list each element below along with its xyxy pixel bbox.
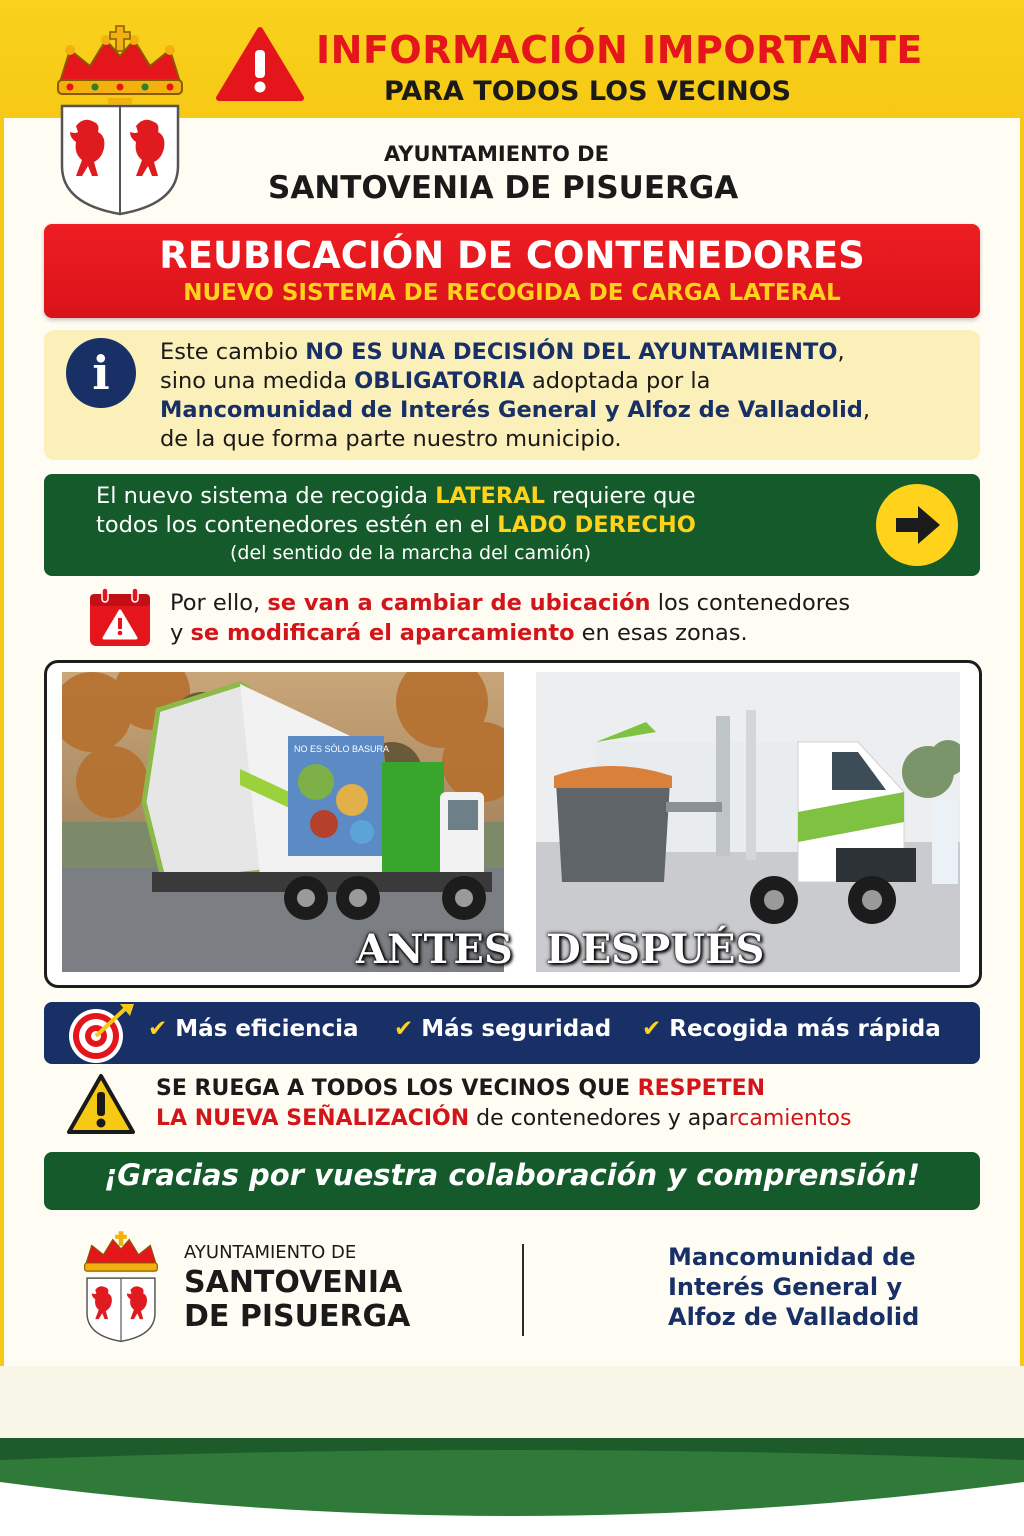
target-icon <box>64 1002 136 1064</box>
info-text-part: sino una medida <box>160 368 355 394</box>
respect-text-part: SE RUEGA A TODOS LOS VECINOS QUE <box>156 1076 638 1101</box>
change-highlight: se van a cambiar de ubicación <box>267 590 651 616</box>
after-label: DESPUÉS <box>546 926 765 973</box>
change-text-part: y <box>170 620 191 646</box>
footer-mancomunidad-line: Alfoz de Valladolid <box>668 1303 920 1331</box>
footer-mancomunidad-name <box>668 1242 919 1332</box>
arrow-right-icon <box>876 484 958 566</box>
change-text <box>170 588 970 648</box>
calendar-warning-icon <box>88 586 152 648</box>
lateral-text-part: todos los contenedores estén en el <box>96 512 498 538</box>
change-highlight: se modificará el aparcamiento <box>190 620 575 646</box>
check-icon: ✔ <box>394 1016 414 1042</box>
respect-text-part: de contenedores y apa <box>469 1106 729 1131</box>
page-subtitle: PARA TODOS LOS VECINOS <box>384 76 792 107</box>
respect-text-line2 <box>156 1106 851 1131</box>
ayuntamiento-label: AYUNTAMIENTO DE <box>384 142 609 166</box>
footer-ayto-label: AYUNTAMIENTO DE <box>184 1242 357 1263</box>
info-text-part: adoptada por la <box>524 368 711 394</box>
coat-of-arms-icon <box>50 16 190 216</box>
lateral-text <box>96 482 856 540</box>
change-text-part: los contenedores <box>650 590 851 616</box>
info-text-part: , <box>862 397 871 423</box>
info-icon: i <box>66 338 136 408</box>
benefit-label: Más eficiencia <box>175 1016 359 1042</box>
warning-icon <box>66 1072 136 1136</box>
footer-mancomunidad-line: Interés General y <box>668 1273 903 1301</box>
page-title: INFORMACIÓN IMPORTANTE <box>316 28 923 72</box>
info-text <box>160 338 970 454</box>
info-highlight: NO ES UNA DECISIÓN DEL AYUNTAMIENTO <box>305 339 838 365</box>
benefit-item <box>148 1016 359 1042</box>
change-text-part: Por ello, <box>170 590 268 616</box>
footer-municipality-line: DE PISUERGA <box>184 1299 411 1334</box>
benefit-item <box>642 1016 941 1042</box>
lateral-text-part: El nuevo sistema de recogida <box>96 483 436 509</box>
benefit-label: Recogida más rápida <box>669 1016 941 1042</box>
info-text-part: , <box>837 339 845 365</box>
thanks-text: ¡Gracias por vuestra colaboración y comprensión! <box>103 1158 921 1192</box>
info-highlight: OBLIGATORIA <box>354 368 525 394</box>
left-yellow-stripe <box>0 118 4 1438</box>
respect-highlight: LA NUEVA SEÑALIZACIÓN <box>156 1106 470 1131</box>
check-icon: ✔ <box>642 1016 662 1042</box>
municipality-name: SANTOVENIA DE PISUERGA <box>268 170 739 206</box>
respect-highlight: RESPETEN <box>637 1076 766 1101</box>
before-label: ANTES <box>356 926 513 973</box>
lateral-highlight: LADO DERECHO <box>497 512 696 538</box>
info-text-part: Este cambio <box>160 339 306 365</box>
footer-mancomunidad-line: Mancomunidad de <box>668 1243 916 1271</box>
info-text-part: de la que forma parte nuestro municipio. <box>160 426 622 452</box>
change-text-part: en esas zonas. <box>574 620 748 646</box>
check-icon: ✔ <box>148 1016 168 1042</box>
benefit-item <box>394 1016 611 1042</box>
lateral-note: (del sentido de la marcha del camión) <box>230 542 592 564</box>
banner-subtitle: NUEVO SISTEMA DE RECOGIDA DE CARGA LATERAL <box>183 280 841 306</box>
relocation-banner <box>44 224 980 318</box>
footer-municipality-name <box>184 1266 410 1334</box>
truck-graffiti-text: NO ES SÓLO BASURA <box>294 744 390 754</box>
banner-title: REUBICACIÓN DE CONTENEDORES <box>159 234 865 277</box>
benefit-label: Más seguridad <box>421 1016 612 1042</box>
footer-divider <box>522 1244 524 1336</box>
right-yellow-stripe <box>1020 118 1024 1438</box>
footer-municipality-line: SANTOVENIA <box>184 1265 403 1300</box>
mancomunidad-name: Mancomunidad de Interés General y Alfoz de Valladolid <box>160 397 863 423</box>
lateral-highlight: LATERAL <box>435 483 546 509</box>
lateral-text-part: requiere que <box>545 483 696 509</box>
respect-text-line1 <box>156 1076 765 1101</box>
coat-of-arms-small-icon <box>80 1222 162 1346</box>
warning-triangle-icon <box>216 26 304 102</box>
bottom-wave-decoration <box>0 1420 1024 1536</box>
respect-text-part: rcamientos <box>728 1106 852 1131</box>
